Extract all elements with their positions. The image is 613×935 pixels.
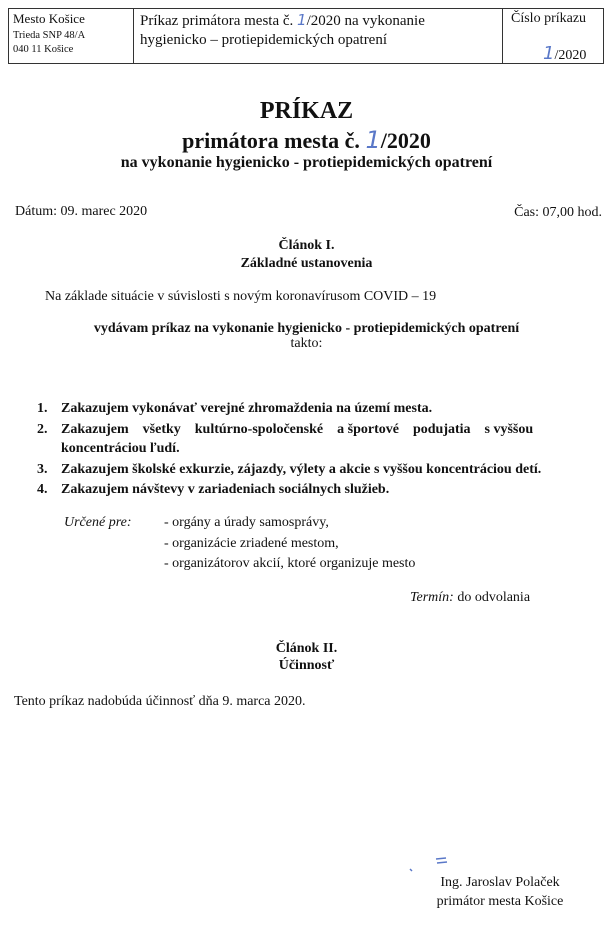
- header-number-cell: [503, 9, 603, 63]
- signature-block: [410, 873, 590, 911]
- header-title-prefix: Príkaz primátora mesta č.: [140, 13, 294, 29]
- org-city: 040 11 Košice: [13, 44, 74, 55]
- header-title-suffix: /2020 na vykonanie: [306, 13, 425, 29]
- document-title: PRÍKAZ: [259, 98, 354, 124]
- document-subtitle2: na vykonanie hygienicko - protiepidemických opatrení: [120, 154, 493, 171]
- article2-heading: Článok II.: [275, 641, 338, 656]
- term-label: Termín:: [410, 590, 454, 605]
- article1-intro: Na základe situácie v súvislosti s novým koronavírusom COVID – 19: [45, 289, 437, 304]
- time-text: Čas: 07,00 hod.: [514, 205, 602, 220]
- list-item-number: 2.: [37, 422, 48, 437]
- article1-heading: Článok I.: [278, 238, 335, 253]
- org-street: Trieda SNP 48/A: [13, 30, 86, 41]
- order-line2: takto:: [290, 336, 323, 351]
- article1-subheading: Základné ustanovenia: [240, 256, 373, 271]
- header-title-number: 1: [297, 11, 307, 29]
- document-subtitle-suffix: /2020: [380, 128, 431, 153]
- intended-item-1: - orgány a úrady samosprávy,: [164, 515, 329, 530]
- list-item-text: Zakazujem návštevy v zariadeniach sociálnych služieb.: [61, 482, 390, 497]
- date-text: Dátum: 09. marec 2020: [15, 204, 148, 219]
- list-item-number: 1.: [37, 401, 48, 416]
- term-value: do odvolania: [457, 590, 531, 605]
- intended-item-2: - organizácie zriadené mestom,: [164, 536, 339, 551]
- number-handwritten: 1: [543, 43, 555, 64]
- order-line: vydávam príkaz na vykonanie hygienicko - protiepidemických opatrení: [93, 321, 520, 336]
- number-year: /2020: [554, 48, 587, 63]
- list-item-number: 3.: [37, 462, 48, 477]
- document-subtitle-prefix: primátora mesta č.: [182, 128, 360, 153]
- header-title-cell: [134, 9, 503, 63]
- signature-role: primátor mesta Košice: [436, 894, 564, 909]
- org-name: Mesto Košice: [13, 11, 85, 26]
- document-subtitle: [0, 126, 613, 154]
- header-title: [140, 11, 496, 50]
- intended-item-3: - organizátorov akcií, ktoré organizuje mesto: [164, 556, 416, 571]
- list-item-number: 4.: [37, 482, 48, 497]
- list-item-text: Zakazujem vykonávať verejné zhromaždenia na území mesta.: [61, 401, 433, 416]
- document-subtitle-number: 1: [365, 126, 381, 154]
- list-item-text: Zakazujem školské exkurzie, zájazdy, výlety a akcie s vyššou koncentráciou detí.: [61, 462, 542, 477]
- term: [410, 590, 530, 606]
- article2-subheading: Účinnosť: [278, 658, 335, 673]
- article2-text: Tento príkaz nadobúda účinnosť dňa 9. marca 2020.: [14, 694, 306, 709]
- intended-label: Určené pre:: [64, 515, 132, 530]
- list-item-text-cont: koncentráciou ľudí.: [61, 441, 180, 456]
- header-title-line2: hygienicko – protiepidemických opatrení: [140, 32, 388, 48]
- header-table: [8, 8, 604, 64]
- list-item-text: Zakazujem všetky kultúrno-spoločenské a športové podujatia s vyššou: [61, 422, 534, 437]
- header-org-cell: [9, 9, 134, 63]
- number-label: Číslo príkazu: [511, 11, 587, 26]
- number-value: [543, 43, 586, 64]
- signature-name: Ing. Jaroslav Polaček: [440, 875, 560, 890]
